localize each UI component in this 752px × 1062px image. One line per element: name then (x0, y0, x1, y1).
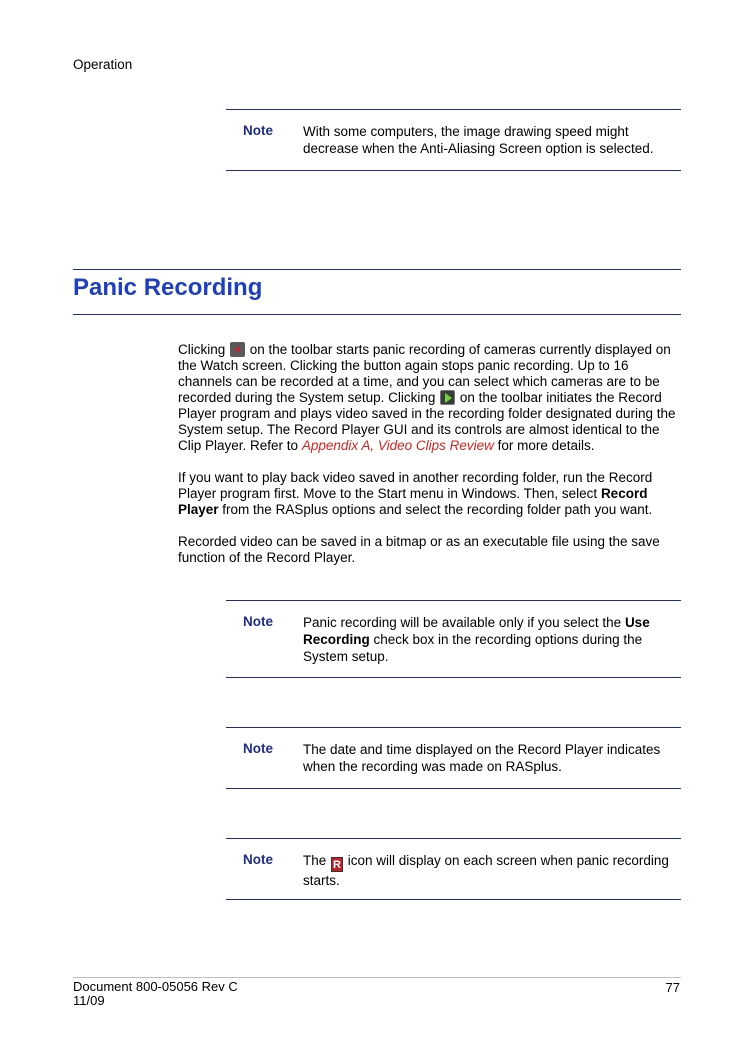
note-text: Panic recording will be available only if you select the Use Recording check box in the recording options during the System setup. (303, 615, 650, 664)
note-bottom-rule (226, 170, 681, 171)
note-label: Note (243, 852, 273, 867)
body-paragraph: Recorded video can be saved in a bitmap or as an executable file using the save function of the Record Player. (178, 534, 660, 565)
note-top-rule (226, 600, 681, 601)
body-paragraph: Clicking on the toolbar starts panic recording of cameras currently displayed on the Watch screen. Clicking the button again stops panic recording. Up to 16 channels can be recorded at a time, and you can select which cameras are to be recorded during the System setup. Clicking on the toolbar initiates the Record Player program and plays video saved in the recording folder designated during the System setup. The Record Player GUI and its controls are almost identical to the Clip Player. Refer to Appendix A, Video Clips Review for more details. (178, 342, 676, 453)
section-bottom-rule (73, 314, 681, 315)
note-text: The R icon will display on each screen when panic recording starts. (303, 853, 669, 888)
document-date: 11/09 (73, 993, 105, 1008)
note-label: Note (243, 614, 273, 629)
footer-rule (73, 977, 681, 978)
note-bottom-rule (226, 677, 681, 678)
running-header: Operation (73, 57, 133, 72)
note-top-rule (226, 838, 681, 839)
document-number: Document 800-05056 Rev C (73, 979, 238, 994)
section-top-rule (73, 269, 681, 270)
panic-indicator-icon: R (331, 857, 343, 872)
appendix-link[interactable]: Appendix A, Video Clips Review (301, 438, 494, 453)
page-number: 77 (665, 980, 680, 995)
section-title: Panic Recording (73, 274, 263, 301)
note-label: Note (243, 741, 273, 756)
note-text: With some computers, the image drawing speed might decrease when the Anti-Aliasing Screen option is selected. (303, 124, 654, 156)
note-bottom-rule (226, 788, 681, 789)
footer-doc-info (73, 980, 238, 1008)
note-bottom-rule (226, 899, 681, 900)
note-top-rule (226, 727, 681, 728)
note-text: The date and time displayed on the Record Player indicates when the recording was made on RASplus. (303, 742, 661, 774)
body-paragraph: If you want to play back video saved in another recording folder, run the Record Player program first. Move to the Start menu in Windows. Then, select Record Player from the RASplus options and select the recording folder path you want. (178, 470, 653, 517)
record-player-icon (440, 390, 455, 405)
note-label: Note (243, 123, 273, 138)
panic-record-icon (230, 342, 245, 357)
note-top-rule (226, 109, 681, 110)
